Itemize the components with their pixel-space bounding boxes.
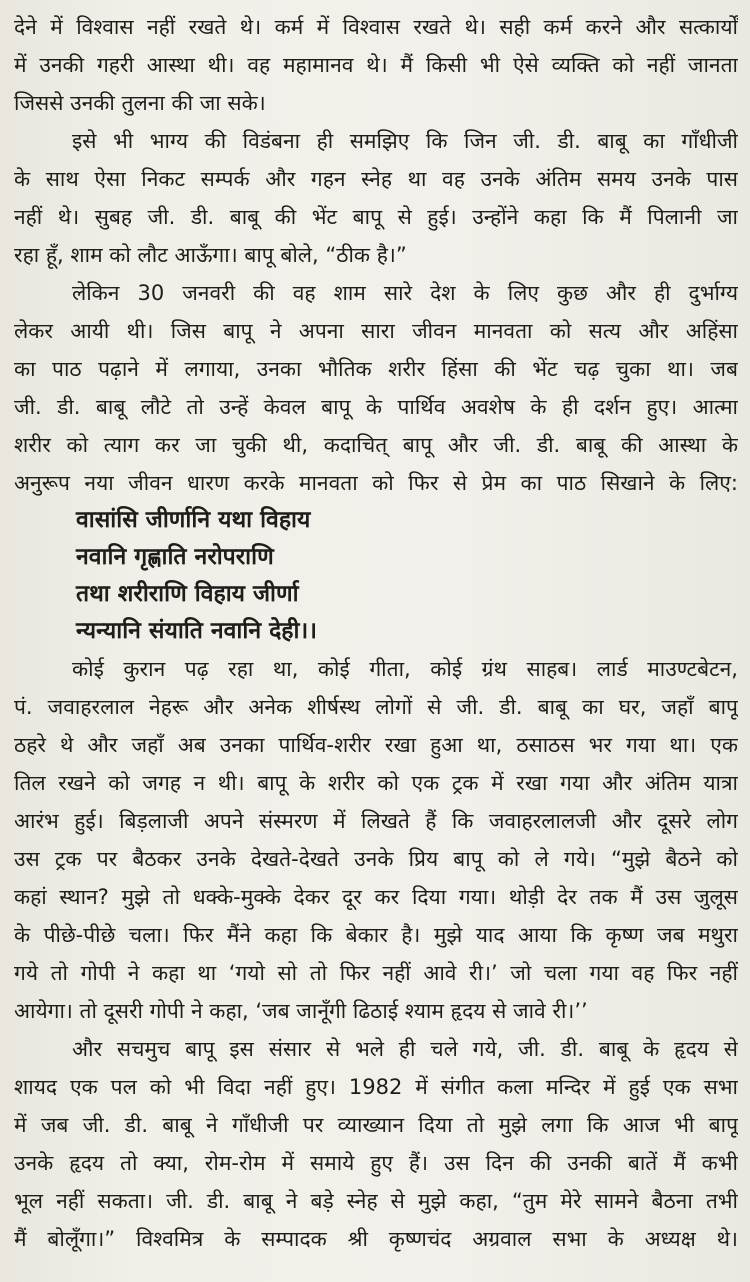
text-line: शायद एक पल को भी विदा नहीं हुए। 1982 में संगीत कला मन्दिर में हुई एक सभा [14, 1075, 738, 1099]
text-line: शरीर को त्याग कर जा चुकी थी, कदाचित् बापू और जी. डी. बाबू की आस्था के [14, 433, 738, 457]
page-text [14, 8, 738, 1258]
text-line: में उनकी गहरी आस्था थी। वह महामानव थे। मैं किसी भी ऐसे व्यक्ति को नहीं जानता [14, 53, 738, 77]
text-line: लेकिन 30 जनवरी की वह शाम सारे देश के लिए कुछ और ही दुर्भाग्य [72, 281, 738, 305]
text-line: के पीछे-पीछे चला। फिर मैंने कहा कि बेकार है। मुझे याद आया कि कृष्ण जब मथुरा [14, 923, 738, 947]
paragraph [14, 8, 738, 122]
text-line: कोई कुरान पढ़ रहा था, कोई गीता, कोई ग्रंथ साहब। लार्ड माउण्टबेटन, [72, 657, 738, 681]
paragraph [14, 122, 738, 274]
text-line: कहां स्थान? मुझे तो धक्के-मुक्के देकर दूर कर दिया गया। थोड़ी देर तक मैं उस जुलूस [14, 885, 738, 909]
text-line: जी. डी. बाबू लौटे तो उन्हें केवल बापू के पार्थिव अवशेष के ही दर्शन हुए। आत्मा [14, 395, 738, 419]
text-line: आरंभ हुई। बिड़लाजी अपने संस्मरण में लिखते हैं कि जवाहरलालजी और दूसरे लोग [14, 809, 738, 833]
text-line: का पाठ पढ़ाने में लगाया, उनका भौतिक शरीर हिंसा की भेंट चढ़ चुका था। जब [14, 357, 738, 381]
verse-line: नवानि गृह्णाति नरोपराणि [76, 544, 274, 570]
text-line: रहा हूँ, शाम को लौट आऊँगा। बापू बोले, “ठीक है।” [14, 243, 407, 267]
verse-block [14, 502, 738, 650]
text-line: अनुरूप नया जीवन धारण करके मानवता को फिर से प्रेम का पाठ सिखाने के लिए: [14, 471, 738, 495]
verse-line: वासांसि जीर्णानि यथा विहाय [76, 507, 311, 533]
text-line: के साथ ऐसा निकट सम्पर्क और गहन स्नेह था वह उनके अंतिम समय उनके पास [14, 167, 738, 191]
text-line: गये तो गोपी ने कहा था ‘गयो सो तो फिर नहीं आवे री।’ जो चला गया वह फिर नहीं [14, 961, 738, 985]
text-line: देने में विश्वास नहीं रखते थे। कर्म में विश्वास रखते थे। सही कर्म करने और सत्कार्यों [14, 15, 738, 39]
text-line: भूल नहीं सकता। जी. डी. बाबू ने बड़े स्नेह से मुझे कहा, “तुम मेरे सामने बैठना तभी [14, 1189, 738, 1213]
text-line: तिल रखने को जगह न थी। बापू के शरीर को एक ट्रक में रखा गया और अंतिम यात्रा [14, 771, 738, 795]
text-line: मैं बोलूँगा।” विश्वमित्र के सम्पादक श्री कृष्णचंद अग्रवाल सभा के अध्यक्ष थे। [14, 1227, 738, 1251]
text-line: उनके हृदय तो क्या, रोम-रोम में समाये हुए हैं। उस दिन की उनकी बातें मैं कभी [14, 1151, 738, 1175]
text-line: आयेगा। तो दूसरी गोपी ने कहा, ‘जब जानूँगी ढिठाई श्याम हृदय से जावे री।’’ [14, 999, 588, 1023]
text-line: में जब जी. डी. बाबू ने गाँधीजी पर व्याख्यान दिया तो मुझे लगा कि आज भी बापू [14, 1113, 738, 1137]
text-line: ठहरे थे और जहाँ अब उनका पार्थिव-शरीर रखा हुआ था, ठसाठस भर गया था। एक [14, 733, 738, 757]
text-line: और सचमुच बापू इस संसार से भले ही चले गये, जी. डी. बाबू के हृदय से [72, 1037, 738, 1061]
text-line: उस ट्रक पर बैठकर उनके देखते-देखते उनके प्रिय बापू को ले गये। “मुझे बैठने को [14, 847, 738, 871]
paragraph [14, 1030, 738, 1258]
paragraph [14, 650, 738, 1030]
text-line: जिससे उनकी तुलना की जा सके। [14, 91, 266, 115]
verse-line: तथा शरीराणि विहाय जीर्णा [76, 581, 299, 607]
text-line: इसे भी भाग्य की विडंबना ही समझिए कि जिन जी. डी. बाबू का गाँधीजी [72, 129, 738, 153]
text-line: नहीं थे। सुबह जी. डी. बाबू की भेंट बापू से हुई। उन्होंने कहा कि मैं पिलानी जा [14, 205, 738, 229]
text-line: पं. जवाहरलाल नेहरू और अनेक शीर्षस्थ लोगों से जी. डी. बाबू का घर, जहाँ बापू [14, 695, 738, 719]
verse-line: न्यन्यानि संयाति नवानि देही।। [76, 618, 317, 644]
paragraph [14, 274, 738, 502]
text-line: लेकर आयी थी। जिस बापू ने अपना सारा जीवन मानवता को सत्य और अहिंसा [14, 319, 738, 343]
